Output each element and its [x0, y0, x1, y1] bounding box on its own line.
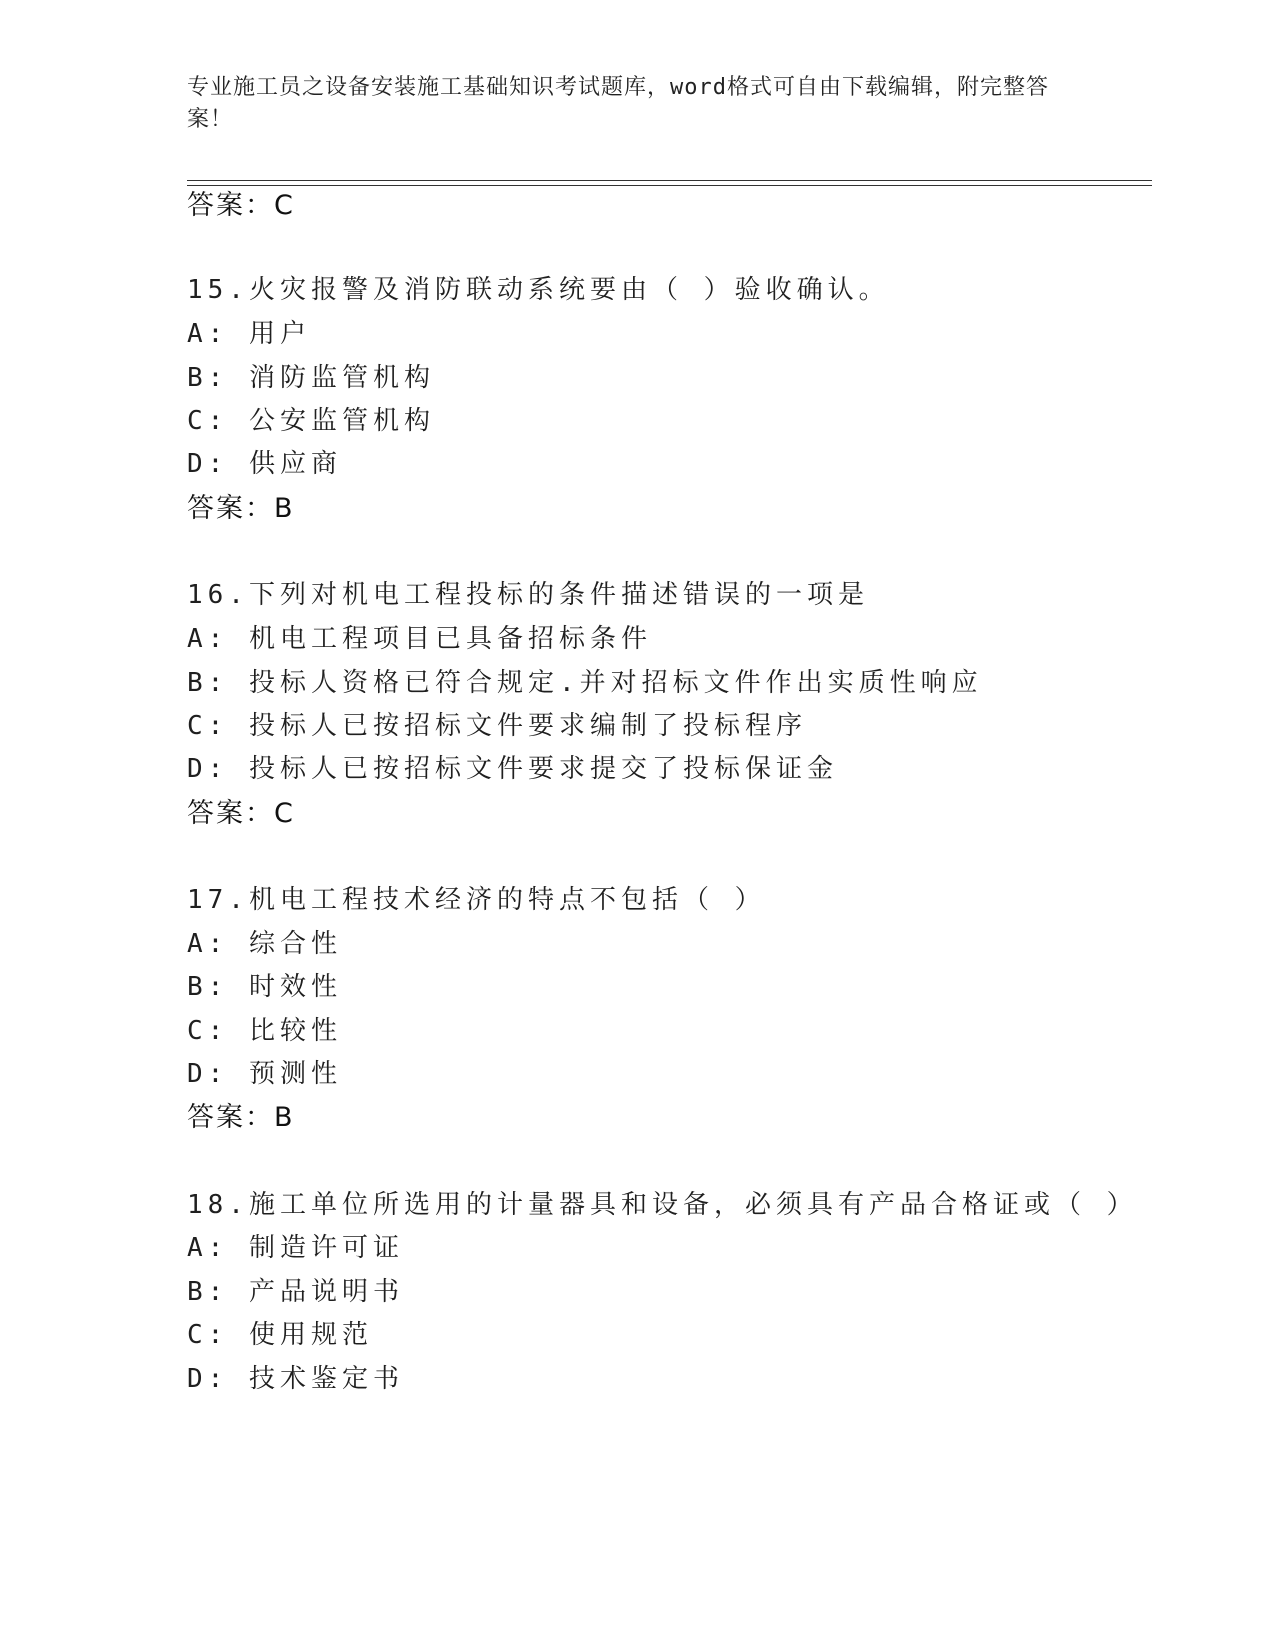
- answer-line: 答案：C: [187, 798, 295, 829]
- question-option: D: 技术鉴定书: [187, 1364, 404, 1394]
- question-title: 18.施工单位所选用的计量器具和设备，必须具有产品合格证或（ ）: [187, 1190, 1138, 1220]
- question-option: B: 时效性: [187, 972, 342, 1002]
- question-title: 16.下列对机电工程投标的条件描述错误的一项是: [187, 580, 869, 610]
- answer-line: 答案：B: [187, 493, 295, 524]
- question-option: A: 制造许可证: [187, 1233, 404, 1263]
- question-option: C: 比较性: [187, 1016, 342, 1046]
- document-header: 专业施工员之设备安装施工基础知识考试题库，word格式可自由下载编辑，附完整答案！: [187, 75, 1049, 132]
- question-option: C: 使用规范: [187, 1320, 373, 1350]
- question-option: A: 综合性: [187, 929, 342, 959]
- question-option: D: 预测性: [187, 1059, 342, 1089]
- question-option: A: 机电工程项目已具备招标条件: [187, 624, 652, 654]
- question-title: 15.火灾报警及消防联动系统要由（ ）验收确认。: [187, 275, 890, 305]
- answer-line: 答案：B: [187, 1102, 295, 1133]
- header-divider-bottom: [187, 185, 1152, 186]
- question-option: D: 供应商: [187, 449, 342, 479]
- question-option: D: 投标人已按招标文件要求提交了投标保证金: [187, 754, 838, 784]
- question-option: B: 投标人资格已符合规定.并对招标文件作出实质性响应: [187, 668, 983, 698]
- question-option: C: 公安监管机构: [187, 406, 435, 436]
- question-option: C: 投标人已按招标文件要求编制了投标程序: [187, 711, 807, 741]
- question-option: B: 产品说明书: [187, 1277, 404, 1307]
- question-title: 17.机电工程技术经济的特点不包括（ ）: [187, 885, 766, 915]
- header-divider-top: [187, 180, 1152, 181]
- question-option: A: 用户: [187, 319, 311, 349]
- answer-line: 答案：C: [187, 190, 295, 221]
- question-option: B: 消防监管机构: [187, 363, 435, 393]
